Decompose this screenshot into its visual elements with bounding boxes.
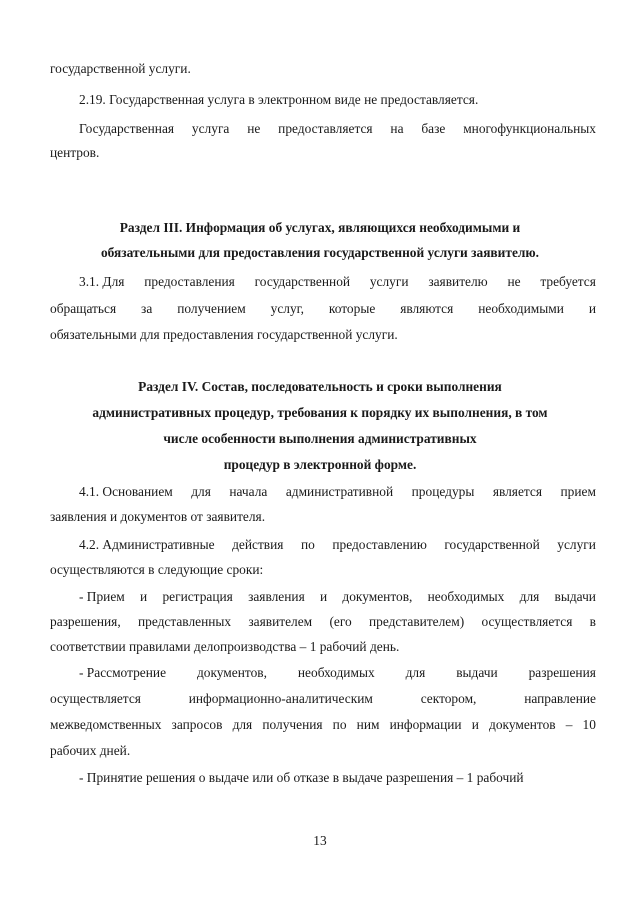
word: представителем) [368,614,465,629]
paragraph-line-justified [79,536,596,554]
paragraph-line-justified [79,120,596,138]
word: разрешения, [50,614,121,629]
word: 10 [582,717,596,732]
word: базе [421,121,446,136]
word: необходимых [427,589,505,604]
word: административной [285,484,394,499]
paragraph-line-justified [79,664,596,682]
word: – [565,717,573,732]
word: выдачи [456,665,498,680]
paragraph-line: осуществляются в следующие сроки: [50,562,264,577]
paragraph-line-justified [50,690,596,708]
word: на [390,121,404,136]
paragraph-line-justified [50,716,596,734]
word: необходимых [297,665,375,680]
word: услуги [557,537,596,552]
paragraph-line-justified [50,613,596,631]
word: ним [356,717,380,732]
word: необходимыми [478,301,564,316]
paragraph-line: центров. [50,145,100,160]
paragraph-line: 2.19. Государственная услуга в электронном виде не предоставляется. [79,92,479,107]
word: предоставления [144,274,235,289]
word: документов, [342,589,413,604]
word: государственной [444,537,540,552]
word: регистрация [162,589,233,604]
page-number: 13 [313,833,327,848]
word: заявителю [428,274,488,289]
word: предоставляется [278,121,373,136]
word: заявления [248,589,305,604]
word: по [300,537,315,552]
word: в [589,614,596,629]
word: разрешения [528,665,596,680]
paragraph-line-justified [50,300,596,318]
word: и [471,717,479,732]
word: (его [329,614,352,629]
section-4-title-line: административных процедур, требования к порядку их выполнения, в том [92,405,548,420]
word: предоставлению [332,537,427,552]
word: действия [232,537,284,552]
section-4-title-line: Раздел IV. Состав, последовательность и сроки выполнения [138,379,502,394]
word: заявителем [248,614,313,629]
word: информации [389,717,462,732]
section-4-title-line: процедур в электронной форме. [223,457,417,472]
word: и [319,589,328,604]
word: осуществляется [50,691,141,706]
word: 3.1. Для [79,274,125,289]
word: получением [177,301,246,316]
paragraph-line: государственной услуги. [50,61,191,76]
word: государственной [254,274,351,289]
word: - Прием [79,589,125,604]
word: прием [560,484,596,499]
word: не [247,121,261,136]
paragraph-line-justified [79,483,596,501]
word: услуга [191,121,230,136]
word: осуществляется [481,614,573,629]
section-3-title-line: обязательными для предоставления государственной услуги заявителю. [100,245,539,260]
word: требуется [540,274,596,289]
word: за [141,301,153,316]
paragraph-line: обязательными для предоставления государственной услуги. [50,327,398,342]
word: многофункциональных [463,121,596,136]
word: и [140,589,148,604]
word: обращаться [50,301,117,316]
word: Государственная [79,121,175,136]
word: которые [328,301,376,316]
paragraph-line: заявления и документов от заявителя. [50,509,266,524]
paragraph-line-justified [79,273,596,291]
word: для [405,665,426,680]
paragraph-line-justified [79,588,596,606]
word: сектором, [420,691,477,706]
word: начала [229,484,268,499]
word: услуг, [270,301,304,316]
word: межведомственных [50,717,162,732]
section-3-title-line: Раздел III. Информация об услугах, являющихся необходимыми и [119,220,521,235]
paragraph-line: соответствии правилами делопроизводства – 1 рабочий день. [50,639,400,654]
word: документов [489,717,556,732]
word: для [519,589,540,604]
word: получения [262,717,323,732]
word: - Рассмотрение [79,665,167,680]
word: и [588,301,596,316]
word: не [507,274,521,289]
paragraph-line: - Принятие решения о выдаче или об отказе в выдаче разрешения – 1 рабочий [79,770,524,785]
word: документов, [196,665,267,680]
word: являются [400,301,454,316]
word: информационно-аналитическим [188,691,373,706]
word: 4.1. Основанием [79,484,173,499]
section-4-title-line: числе особенности выполнения административных [163,431,477,446]
word: выдачи [554,589,596,604]
word: 4.2. Административные [79,537,215,552]
word: направление [524,691,596,706]
word: является [492,484,543,499]
word: для [191,484,211,499]
paragraph-line: рабочих дней. [50,743,131,758]
word: запросов [171,717,223,732]
word: процедуры [411,484,475,499]
word: для [232,717,253,732]
word: представленных [137,614,232,629]
word: услуги [369,274,409,289]
word: по [332,717,347,732]
